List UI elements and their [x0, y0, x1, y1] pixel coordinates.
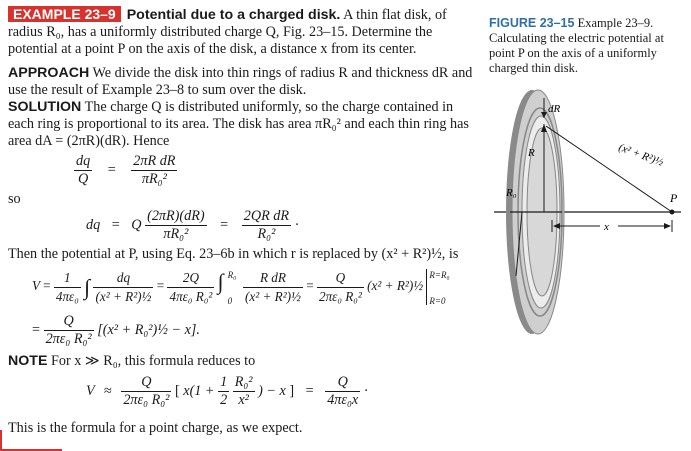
equation-1: $\frac{dq}{Q}$ = $\frac{\text{2πR dR}}{\text{πR₀²}}$: [76, 152, 176, 187]
eq5-num: Q: [121, 374, 171, 392]
equation-4: = $\frac{Q}{\text{2πε₀ R₀²}}$ [(x² + R₀²)½ − x].: [32, 313, 200, 348]
eq5-half-num: 1: [218, 374, 229, 392]
eq2-num2: 2QR dR: [242, 208, 291, 226]
eq2-q: Q: [131, 216, 142, 233]
equation-2: dq = Q $\frac{(2\pi R)(dR)}{\text{πR₀²}}$ = $\frac{\text{2QR dR}}{\text{R₀²}}$ ·: [86, 207, 300, 243]
eq2-den1: πR₀²: [163, 226, 189, 243]
approach-label: APPROACH: [8, 64, 90, 81]
eq5-approx: ≈: [103, 383, 112, 400]
eq5-inner: x(1 +: [183, 383, 219, 400]
equation-3: V = $\frac{1}{\text{4πε₀}}$ ∫ $\frac{dq}{\text{(x² + R²)½}}$ = $\frac{2Q}{\text{4πε₀ R₀²}}$ ∫ R₀ 0 $\frac{\text{R dR}}{\text{(x² + R²)½}}$ = $\frac{Q}{\text{2πε₀ R₀²}}$ (x² + R²)½ R=R₀ R=0: [8, 267, 474, 313]
eq2-num1: (2πR)(dR): [145, 208, 207, 226]
eq3-int1n: dq: [93, 269, 153, 287]
eq3-result: (x² + R²)½: [367, 278, 424, 294]
eq1-rhs-num: 2πR dR: [131, 153, 177, 171]
eq5-den2: 4πε₀x: [327, 392, 359, 409]
eq3-int1d: (x² + R²)½: [95, 288, 152, 304]
example-intro: [8, 6, 474, 59]
note-paragraph: [8, 353, 474, 370]
label-R: R: [528, 147, 535, 159]
figure-caption-text: Example 23–9. Calculating the electric potential at point P on the axis of a uniformly charged thin disk.: [489, 16, 664, 75]
eq4-num: Q: [44, 313, 94, 331]
conclusion-text: This is the formula for a point charge, as we expect.: [8, 420, 303, 437]
example-label: EXAMPLE 23–9: [8, 6, 121, 22]
eq2-equals: =: [111, 216, 120, 233]
end-marker-vertical: [0, 430, 12, 451]
eq5-ratio-num: R₀²: [233, 374, 255, 392]
then-paragraph: Then the potential at P, using Eq. 23–6b in which r is replaced by (x² + R²)½, is: [8, 245, 459, 262]
eq5-half-den: 2: [220, 392, 228, 409]
note-text: For x ≫ R₀, this formula reduces to: [50, 353, 256, 370]
eq3-eval-up: R=R₀: [429, 270, 450, 281]
eq2-lhs: dq: [86, 216, 101, 233]
solution-label: SOLUTION: [8, 99, 82, 116]
figure-diagram: [486, 84, 686, 344]
eq3-c1d: 4πε₀: [55, 288, 79, 304]
label-R0: R₀: [506, 187, 517, 199]
point-P: [670, 210, 675, 215]
so-text: so: [8, 190, 21, 207]
approach-paragraph: [8, 65, 474, 99]
label-distance: (x² + R²)½: [616, 141, 665, 169]
eq1-lhs-den: Q: [77, 170, 89, 187]
eq2-den2: R₀²: [257, 226, 276, 243]
example-title: Potential due to a charged disk.: [126, 7, 341, 23]
equation-5: V ≈ $\frac{Q}{\text{2πε₀ R₀²}}$ [ x(1 + $\frac{1}{2}$ $\frac{\text{R₀²}}{\text{x²}}$ ) − x ] = $\frac{Q}{\text{4πε₀x}}$ ·: [86, 374, 369, 409]
approach-text: We divide the disk into thin rings of radius R and thickness dR and use the result of Example 23–8 to sum over the disk.: [8, 64, 473, 98]
example-body: [8, 6, 474, 437]
eq3-c1n: 1: [54, 269, 81, 287]
figure-caption: [489, 16, 685, 76]
eq3-lim-up: R₀: [227, 270, 237, 281]
solution-text: The charge Q is distributed uniformly, so the charge contained in each ring is proportional to its area. The disk has area πR₀² and each thin ring has area dA = (2πR)(dR). Hence: [8, 99, 469, 150]
eq3-c2n: 2Q: [167, 269, 214, 287]
eq1-rhs-den: πR₀²: [141, 170, 167, 187]
eq4-den: 2πε₀ R₀²: [45, 331, 92, 348]
distance-line: [546, 126, 672, 212]
x-arrow-right: [664, 223, 671, 229]
eq3-int2n: R dR: [243, 269, 303, 287]
eq1-lhs-num: dq: [74, 153, 92, 171]
label-dR: dR: [548, 103, 561, 115]
eq5-V: V: [86, 383, 95, 400]
eq5-num2: Q: [325, 374, 360, 392]
solution-paragraph: [8, 99, 474, 151]
eq3-c3n: Q: [317, 269, 364, 287]
example-intro-text: A thin flat disk, of radius R₀, has a uniformly distributed charge Q, Fig. 23–15. Determine the potential at a point P on the axis of the disk, a distance x from its center.: [8, 7, 447, 58]
label-P: P: [670, 191, 678, 205]
label-x: x: [604, 221, 609, 233]
eq3-eval-lo: R=0: [429, 296, 446, 307]
eq3-lim-lo: 0: [227, 296, 233, 307]
eq5-den: 2πε₀ R₀²: [123, 392, 170, 409]
figure-label: FIGURE 23–15: [489, 16, 575, 30]
eq5-ratio-den: x²: [238, 392, 249, 409]
eq5-tail: ) − x: [258, 383, 286, 400]
eq3-c2d: 4πε₀ R₀²: [169, 288, 213, 304]
eq3-int2d: (x² + R²)½: [244, 288, 301, 304]
eq3-V: V: [32, 278, 40, 294]
eq4-body: [(x² + R₀²)½ − x].: [97, 322, 200, 338]
note-label: NOTE: [8, 353, 48, 370]
eq3-c3d: 2πε₀ R₀²: [318, 288, 362, 304]
